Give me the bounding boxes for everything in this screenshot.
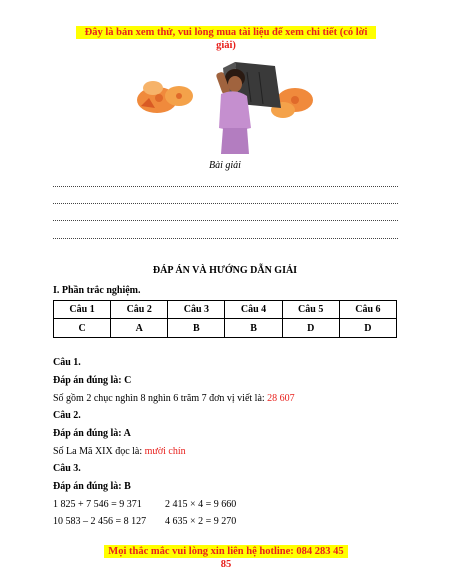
- table-cell: B: [168, 319, 225, 338]
- calculation: 10 583 – 2 456 = 8 127: [53, 516, 147, 527]
- table-cell: D: [282, 319, 339, 338]
- correct-answer: Đáp án đúng là: B: [53, 481, 131, 492]
- subtitle: Bài giải: [209, 160, 241, 171]
- table-cell: D: [339, 319, 396, 338]
- explanation-text: Số gồm 2 chục nghìn 8 nghìn 6 trăm 7 đơn vị viết là:: [53, 393, 268, 404]
- explanation: [53, 393, 295, 404]
- table-header-cell: Câu 3: [168, 301, 225, 319]
- table-header-cell: Câu 4: [225, 301, 282, 319]
- calculation: 1 825 + 7 546 = 9 371: [53, 499, 142, 510]
- correct-answer: Đáp án đúng là: A: [53, 428, 131, 439]
- section-title: I. Phần trắc nghiệm.: [53, 285, 141, 296]
- answer-line: [53, 238, 398, 239]
- table-row: [54, 319, 397, 338]
- hotline-banner: Mọi thắc mắc vui lòng xin liên hệ hotline: 084 283 45 85: [104, 545, 348, 558]
- correct-answer: Đáp án đúng là: C: [53, 375, 132, 386]
- table-header-cell: Câu 2: [111, 301, 168, 319]
- preview-banner: Đây là bản xem thử, vui lòng mua tài liệu để xem chi tiết (có lời giải): [76, 26, 376, 39]
- explanation-text: Số La Mã XIX đọc là:: [53, 446, 145, 457]
- question-title: Câu 3.: [53, 463, 81, 474]
- highlighted-answer: 28 607: [267, 393, 295, 404]
- flower-cluster-left: [137, 81, 193, 113]
- answer-heading: ĐÁP ÁN VÀ HƯỚNG DẪN GIẢI: [152, 265, 298, 276]
- calculation-row: [53, 516, 236, 527]
- highlighted-answer: mười chín: [144, 446, 186, 457]
- table-header-cell: Câu 5: [282, 301, 339, 319]
- table-header-cell: Câu 1: [54, 301, 111, 319]
- question-title: Câu 1.: [53, 357, 81, 368]
- table-cell: B: [225, 319, 282, 338]
- explanation: [53, 446, 186, 457]
- answer-line: [53, 186, 398, 187]
- table-cell: A: [111, 319, 168, 338]
- calculation: 2 415 × 4 = 9 660: [165, 499, 237, 510]
- answer-line: [53, 203, 398, 204]
- illustration: [135, 58, 315, 154]
- answer-table: [53, 300, 397, 338]
- calculation: 4 635 × 2 = 9 270: [165, 516, 237, 527]
- table-header-row: [54, 301, 397, 319]
- answer-line: [53, 220, 398, 221]
- table-cell: C: [54, 319, 111, 338]
- question-title: Câu 2.: [53, 410, 81, 421]
- table-header-cell: Câu 6: [339, 301, 396, 319]
- calculation-row: [53, 499, 236, 510]
